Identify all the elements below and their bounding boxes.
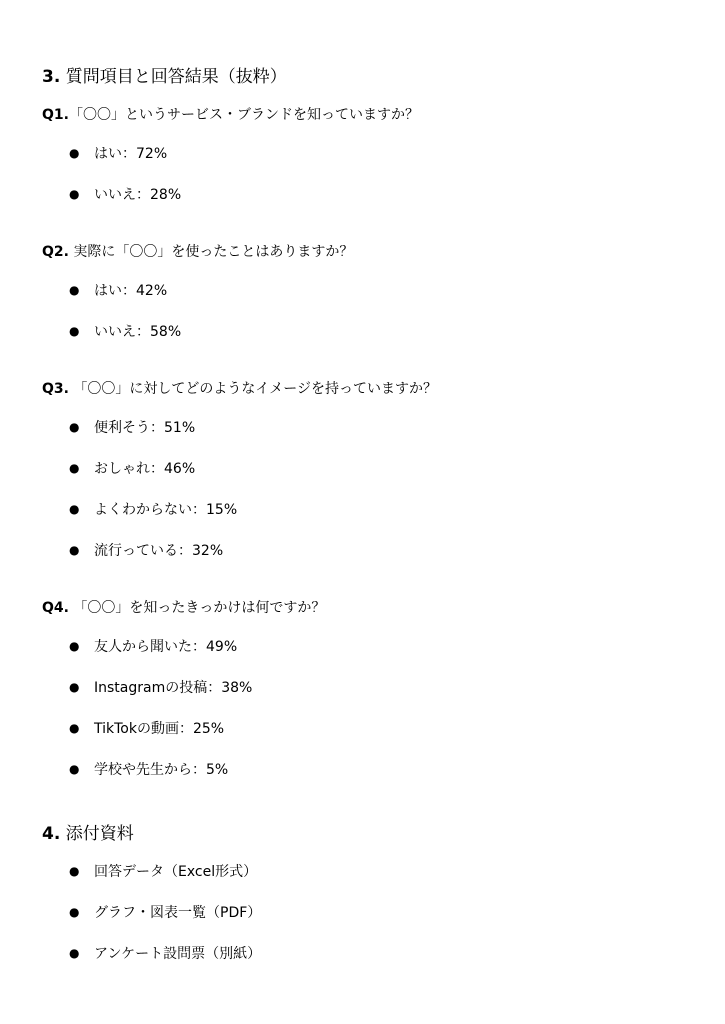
answer-item: 便利そう：51% — [94, 420, 196, 436]
answer-item: 流行っている：32% — [94, 543, 224, 559]
answer-item: 学校や先生から：5% — [94, 762, 229, 778]
answer-item: おしゃれ：46% — [94, 461, 196, 477]
question-number: Q2. — [42, 244, 69, 260]
section-3-heading — [42, 62, 287, 87]
question-number: Q4. — [42, 600, 69, 616]
bullet-icon: ● — [69, 639, 80, 653]
bullet-icon: ● — [69, 187, 80, 201]
bullet-icon: ● — [69, 946, 80, 960]
answer-item: TikTokの動画：25% — [94, 721, 225, 737]
question-number: Q1. — [42, 107, 69, 123]
bullet-icon: ● — [69, 762, 80, 776]
answer-item: Instagramの投稿：38% — [94, 680, 253, 696]
attachment-item: グラフ・図表一覧（PDF） — [94, 905, 262, 921]
answer-item: いいえ：58% — [94, 324, 182, 340]
attachment-item: アンケート設問票（別紙） — [94, 946, 262, 962]
answer-item: いいえ：28% — [94, 187, 182, 203]
bullet-icon: ● — [69, 543, 80, 557]
question-text: 実際に「〇〇」を使ったことはありますか？ — [73, 244, 354, 260]
attachment-item: 回答データ（Excel形式） — [94, 864, 258, 880]
question-text: 「〇〇」に対してどのようなイメージを持っていますか？ — [73, 381, 438, 397]
bullet-icon: ● — [69, 680, 80, 694]
bullet-icon: ● — [69, 283, 80, 297]
section-4-heading — [42, 819, 134, 844]
bullet-icon: ● — [69, 324, 80, 338]
section-4-number: 4. — [42, 824, 61, 844]
answer-item: はい：72% — [94, 146, 168, 162]
answer-item: よくわからない：15% — [94, 502, 238, 518]
bullet-icon: ● — [69, 461, 80, 475]
question-number: Q3. — [42, 381, 69, 397]
question-3 — [42, 378, 437, 398]
section-4-title: 添付資料 — [65, 824, 134, 844]
bullet-icon: ● — [69, 502, 80, 516]
answer-item: はい：42% — [94, 283, 168, 299]
bullet-icon: ● — [69, 864, 80, 878]
bullet-icon: ● — [69, 721, 80, 735]
question-text: 「〇〇」というサービス・ブランドを知っていますか？ — [68, 107, 419, 123]
question-1 — [42, 104, 419, 124]
answer-item: 友人から聞いた：49% — [94, 639, 238, 655]
question-2 — [42, 241, 353, 261]
bullet-icon: ● — [69, 420, 80, 434]
question-4 — [42, 597, 325, 617]
section-3-number: 3. — [42, 67, 61, 87]
question-text: 「〇〇」を知ったきっかけは何ですか？ — [73, 600, 326, 616]
bullet-icon: ● — [69, 905, 80, 919]
bullet-icon: ● — [69, 146, 80, 160]
section-3-title: 質問項目と回答結果（抜粋） — [65, 67, 287, 87]
